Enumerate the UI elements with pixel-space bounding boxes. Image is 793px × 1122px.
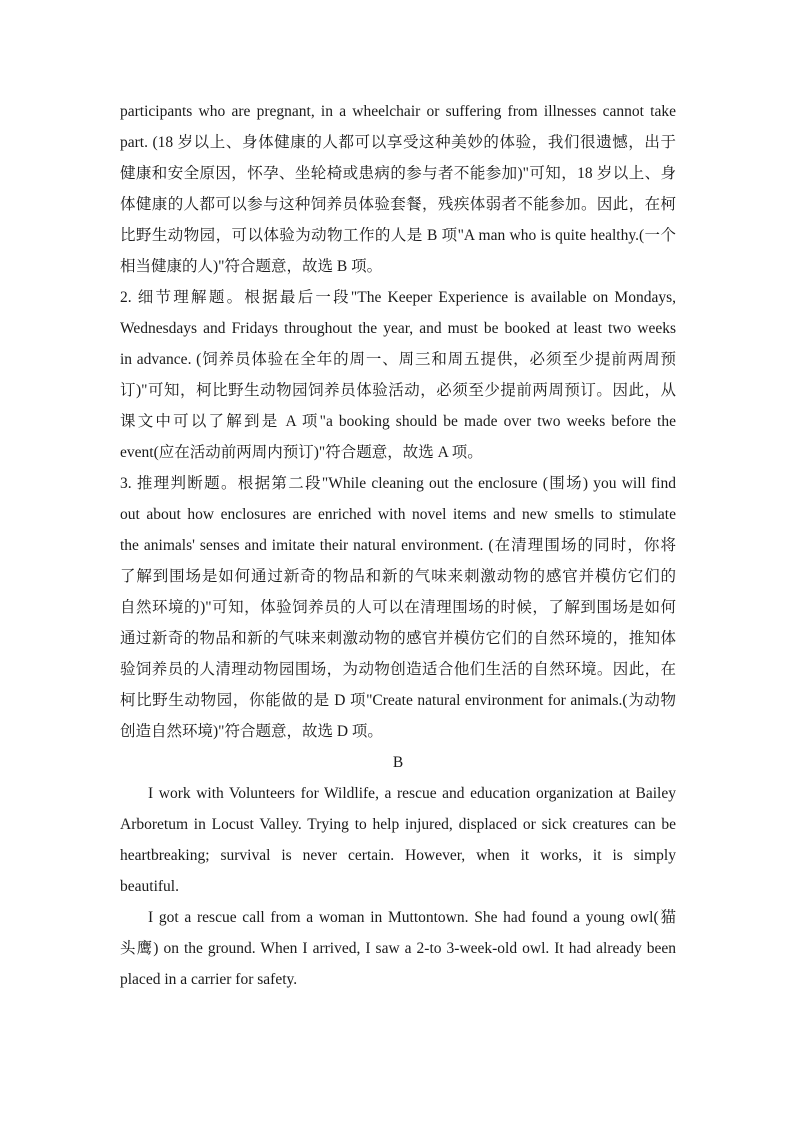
text-line: 创造自然环境)"符合题意，故选 D 项。 — [120, 723, 383, 740]
passage-paragraph-1 — [120, 778, 676, 902]
passage-paragraph-2 — [120, 902, 676, 995]
text-line: beautiful. — [120, 878, 179, 895]
text-line: 订)"可知，柯比野生动物园饲养员体验活动，必须至少提前两周预订。因此，从 — [120, 382, 676, 399]
text-line: 体健康的人都可以参与这种饲养员体验套餐，残疾体弱者不能参加。因此，在柯 — [120, 196, 676, 213]
text-line: 头鹰) on the ground. When I arrived, I saw a 2-to 3-week-old owl. It had already been — [120, 940, 676, 957]
section-heading: B — [392, 754, 404, 771]
text-line: 柯比野生动物园，你能做的是 D 项"Create natural environment for animals.(为动物 — [120, 692, 676, 709]
text-line: 验饲养员的人清理动物园围场，为动物创造适合他们生活的自然环境。因此，在 — [120, 661, 676, 678]
text-line: 比野生动物园，可以体验为动物工作的人是 B 项"A man who is quite healthy.(一个 — [120, 227, 676, 244]
text-line: part. (18 岁以上、身体健康的人都可以享受这种美妙的体验，我们很遗憾，出于 — [120, 134, 676, 151]
answer-3-paragraph — [120, 468, 676, 747]
text-line: I got a rescue call from a woman in Muttontown. She had found a young owl(猫 — [148, 909, 676, 926]
text-line: 2. 细节理解题。根据最后一段"The Keeper Experience is available on Mondays, — [120, 289, 676, 306]
text-line: the animals' senses and imitate their natural environment. (在清理围场的同时，你将 — [120, 537, 676, 554]
text-line: in advance. (饲养员体验在全年的周一、周三和周五提供，必须至少提前两周预 — [120, 351, 676, 368]
answer-1-paragraph — [120, 96, 676, 282]
text-line: 通过新奇的物品和新的气味来刺激动物的感官并模仿它们的自然环境的，推知体 — [120, 630, 676, 647]
text-line: I work with Volunteers for Wildlife, a rescue and education organization at Bailey — [148, 785, 676, 802]
text-line: 3. 推理判断题。根据第二段"While cleaning out the enclosure (围场) you will find — [120, 475, 676, 492]
text-line: 健康和安全原因，怀孕、坐轮椅或患病的参与者不能参加)"可知，18 岁以上、身 — [120, 165, 676, 182]
text-line: 了解到围场是如何通过新奇的物品和新的气味来刺激动物的感官并模仿它们的 — [120, 568, 676, 585]
answer-2-paragraph — [120, 282, 676, 468]
document-page — [120, 96, 676, 995]
text-line: Arboretum in Locust Valley. Trying to help injured, displaced or sick creatures can be — [120, 816, 676, 833]
text-line: 相当健康的人)"符合题意，故选 B 项。 — [120, 258, 383, 275]
text-line: out about how enclosures are enriched with novel items and new smells to stimulate — [120, 506, 676, 523]
text-line: participants who are pregnant, in a wheelchair or suffering from illnesses cannot take — [120, 103, 676, 120]
text-line: Wednesdays and Fridays throughout the year, and must be booked at least two weeks — [120, 320, 676, 337]
text-line: placed in a carrier for safety. — [120, 971, 298, 988]
text-line: event(应在活动前两周内预订)"符合题意，故选 A 项。 — [120, 444, 483, 461]
text-line: heartbreaking; survival is never certain. However, when it works, it is simply — [120, 847, 676, 864]
text-line: 自然环境的)"可知，体验饲养员的人可以在清理围场的时候，了解到围场是如何 — [120, 599, 676, 616]
text-line: 课文中可以了解到是 A 项"a booking should be made over two weeks before the — [120, 413, 676, 430]
